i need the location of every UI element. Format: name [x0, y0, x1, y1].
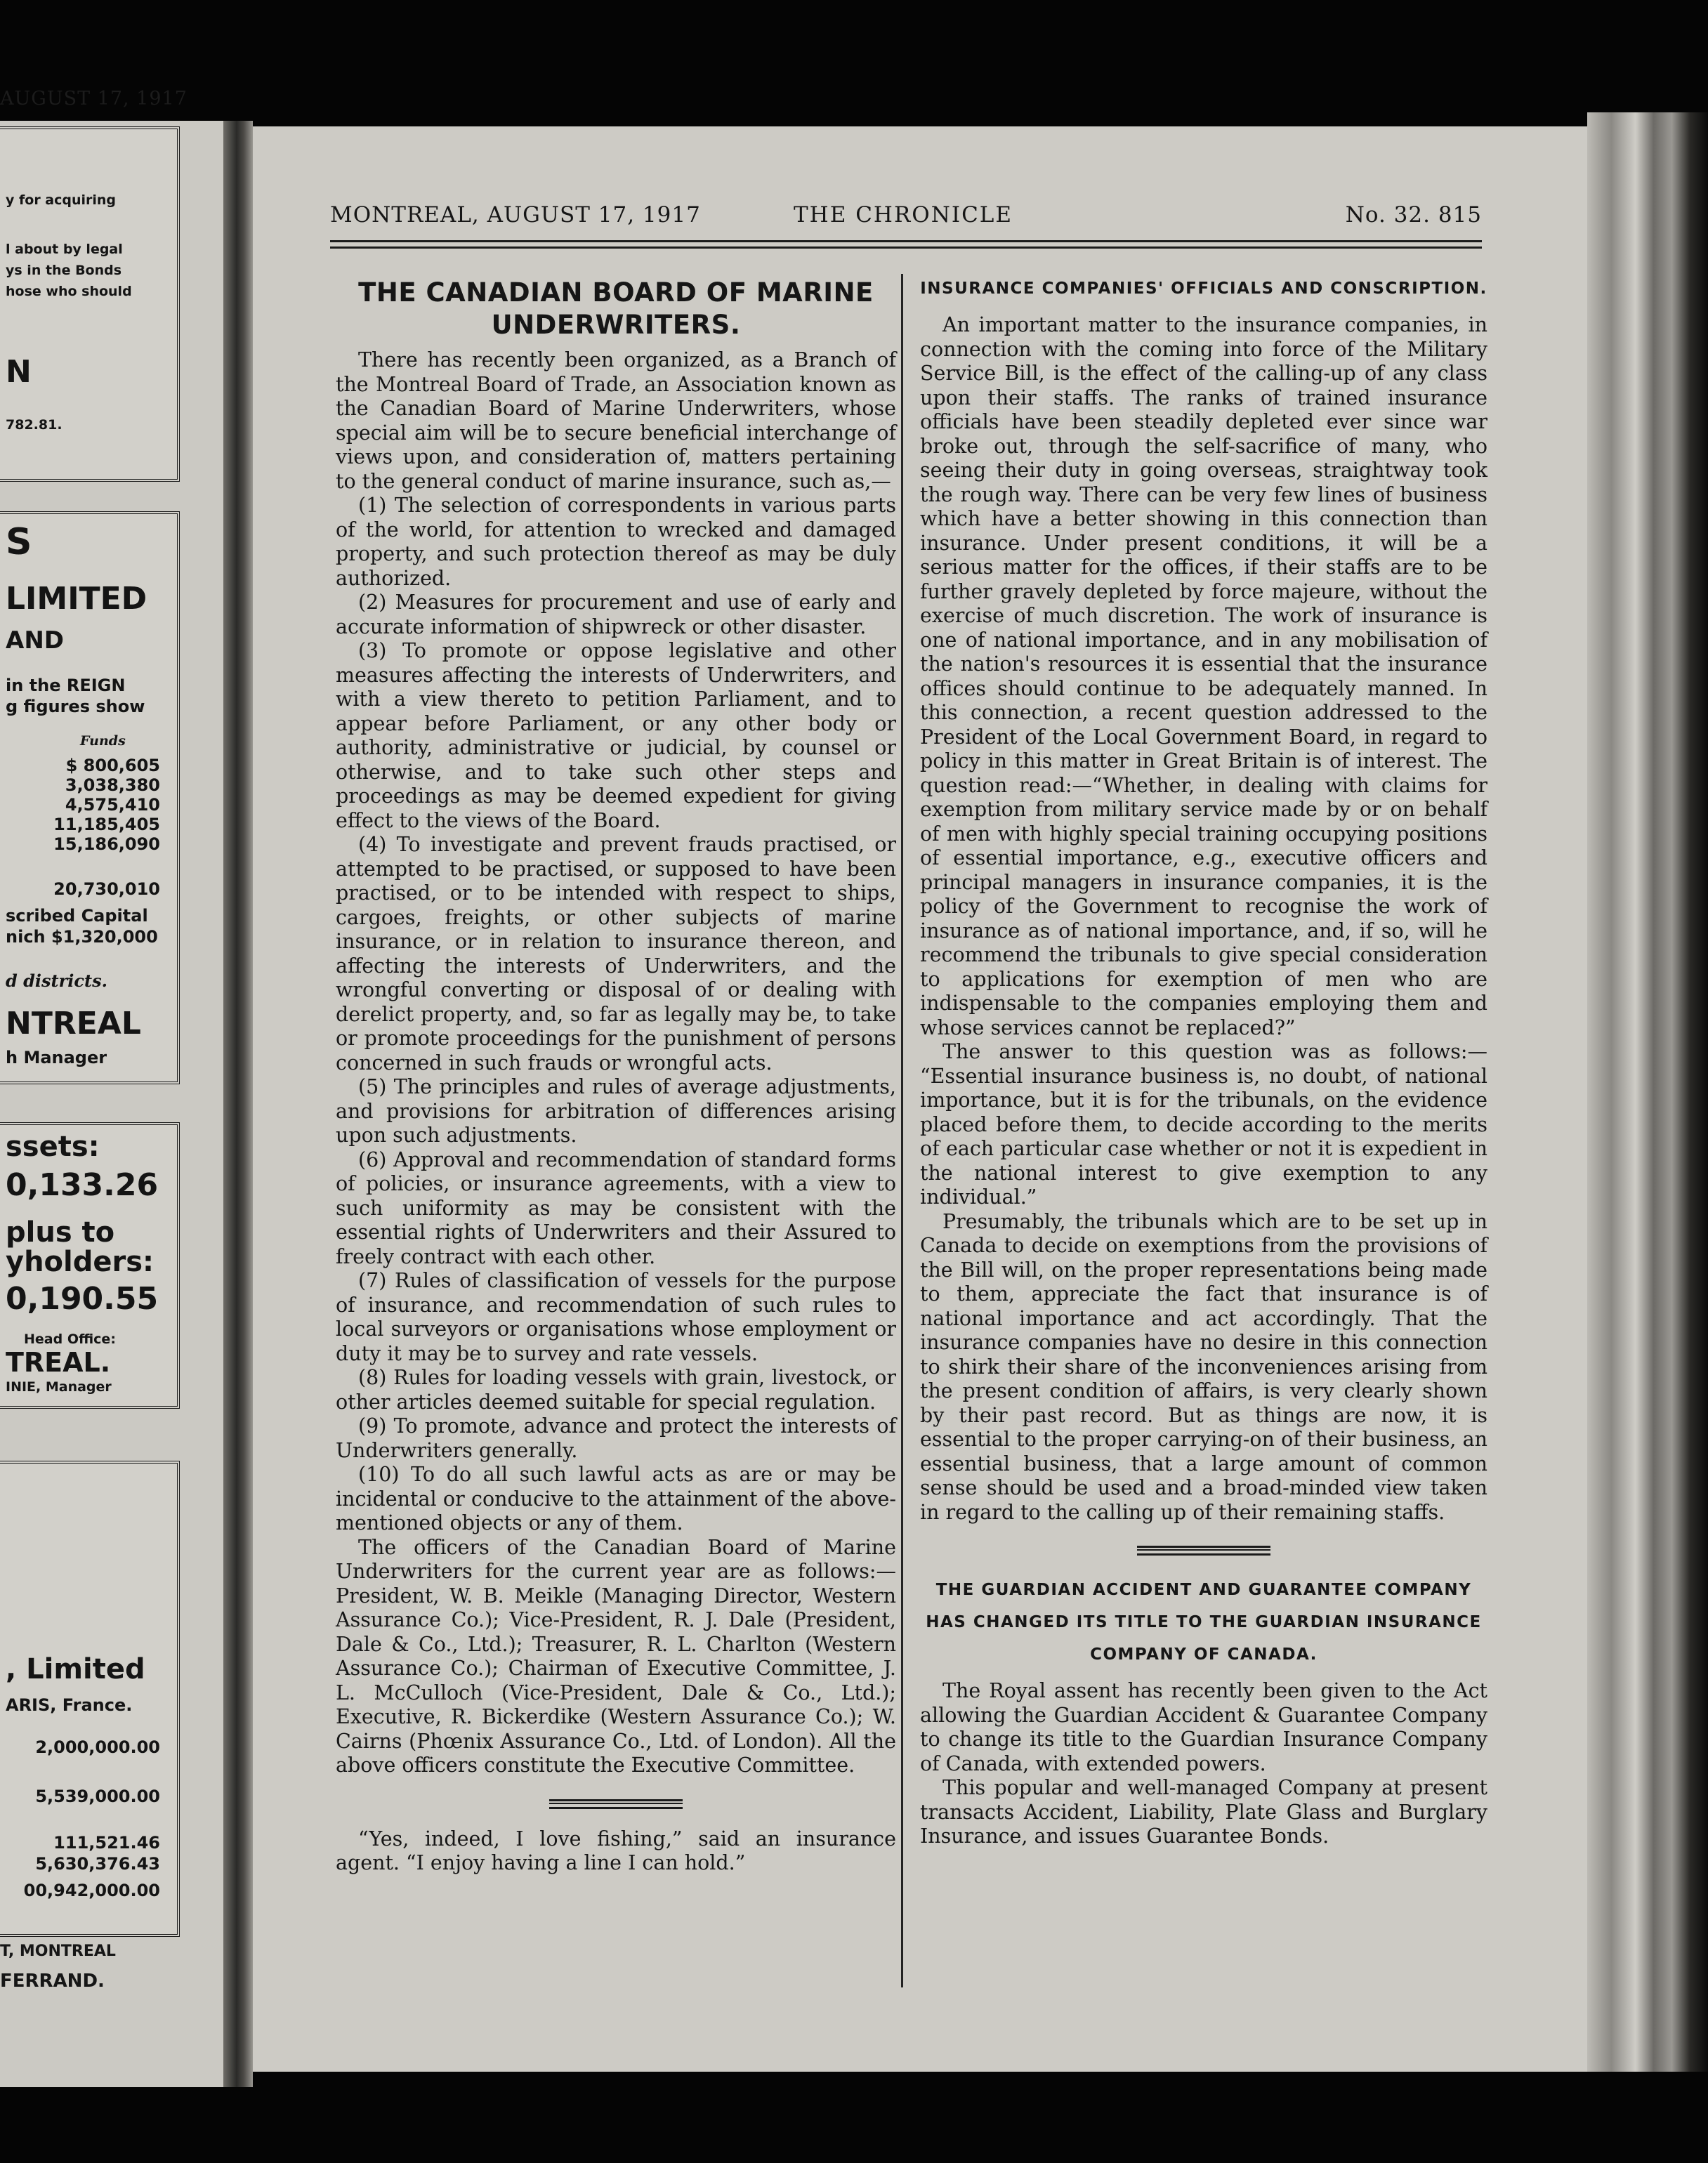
ad-text: INIE, Manager: [6, 1379, 112, 1395]
advertisement-box-2: [0, 511, 180, 1084]
ad-text: FERRAND.: [0, 1971, 105, 1992]
ad-value: 111,521.46: [53, 1833, 160, 1853]
article-title: THE GUARDIAN ACCIDENT AND GUARANTEE COMPANY HAS CHANGED ITS TITLE TO THE GUARDIAN INSURANCE COMPANY OF CANADA.: [926, 1581, 1482, 1664]
paragraph: The answer to this question was as follows:— “Essential insurance business is, no doubt, of national importance, but it is for the tribunals, on the evidence placed before them, to decide according to the merits of each particular case whether or not it is expedient in the national interest to give exemption to any individual.”: [920, 1040, 1487, 1209]
advertisement-box-3: [0, 1122, 180, 1409]
header-rule: [330, 240, 1482, 249]
article-title: INSURANCE COMPANIES' OFFICIALS AND CONSCRIPTION.: [920, 280, 1487, 298]
ad-funds-label: Funds: [80, 733, 126, 749]
ad-text: Head Office:: [24, 1332, 116, 1347]
ad-city: T, MONTREAL: [0, 1942, 116, 1960]
ad-city: TREAL.: [6, 1347, 111, 1378]
ad-text: d districts.: [6, 971, 107, 991]
advertisement-box-1: [0, 126, 180, 482]
ad-amount: 0,133.26: [6, 1167, 159, 1203]
ad-company-name: LIMITED: [6, 581, 147, 617]
header-page-number: No. 32. 815: [1345, 202, 1482, 228]
ad-heading: S: [6, 521, 32, 563]
paragraph: The officers of the Canadian Board of Marine Underwriters for the current year are as follows:— President, W. B. Meikle (Managing Director, Western Assurance Co.); Vice-President, R. J. Dale (President, Dale & Co., Ltd.); Treasurer, R. L. Charlton (Western Assurance Co.); Chairman of Executive Committee, J. L. McCulloch (Vice-President, Dale & Co., Ltd.); Executive, R. Bickerdike (Western Assurance Co.); W. Cairns (Phœnix Assurance Co., Ltd. of London). All the above officers constitute the Executive Committee.: [336, 1535, 896, 1777]
ad-fund-value: 4,575,410: [65, 795, 160, 815]
ad-text: g figures show: [6, 697, 145, 716]
paragraph: Presumably, the tribunals which are to be set up in Canada to decide on exemptions from the provisions of the Bill will, on the proper representations being made to them, appreciate the fact that insurance is of national importance and act accordingly. That the insurance companies have no desire in this connection to shirk their share of the inconveniences arising from the present condition of affairs, is very clearly shown by their past record. But as things are now, it is essential to the proper carrying-on of their business, an essential business, that a large amount of common sense should be used and a broad-minded view taken in regard to the calling up of their remaining staffs.: [920, 1209, 1487, 1524]
ad-text: yholders:: [6, 1246, 155, 1278]
ad-heading: ssets:: [6, 1131, 100, 1163]
paragraph: There has recently been organized, as a Branch of the Montreal Board of Trade, an Association known as the Canadian Board of Marine Underwriters, whose special aim will be to secure beneficial interchange of views upon, and consideration of, matters pertaining to the general conduct of marine insurance, such as,—: [336, 348, 896, 493]
ad-fund-total: 20,730,010: [53, 879, 160, 899]
ad-company-name: , Limited: [6, 1653, 145, 1685]
ad-text: scribed Capital: [6, 906, 148, 926]
ad-line: ys in the Bonds: [6, 263, 122, 278]
ad-value: 00,942,000.00: [23, 1881, 160, 1900]
column-rule: [901, 274, 903, 1987]
paragraph: (2) Measures for procurement and use of early and accurate information of shipwreck or other disaster.: [336, 591, 896, 638]
ad-text: h Manager: [6, 1048, 107, 1067]
paragraph: The Royal assent has recently been given to the Act allowing the Guardian Accident & Guarantee Company to change its title to the Guardian Insurance Company of Canada, with extended powers.: [920, 1679, 1487, 1775]
ad-amount: 0,190.55: [6, 1281, 159, 1317]
paragraph: (1) The selection of correspondents in various parts of the world, for attention to wrecked and damaged property, and such protection thereof as may be duly authorized.: [336, 494, 896, 590]
ad-amount: 782.81.: [6, 417, 63, 433]
paragraph: (8) Rules for loading vessels with grain, livestock, or other articles deemed suitable for special regulation.: [336, 1366, 896, 1414]
header-date: MONTREAL, AUGUST 17, 1917: [330, 202, 701, 228]
previous-page-header: AUGUST 17, 1917: [0, 88, 188, 110]
book-gutter: [223, 121, 253, 2087]
running-header: [330, 202, 1482, 230]
ad-heading: N: [6, 354, 32, 390]
ad-line: y for acquiring: [6, 192, 117, 208]
ad-value: 5,539,000.00: [35, 1787, 160, 1806]
paragraph: (9) To promote, advance and protect the interests of Underwriters generally.: [336, 1414, 896, 1462]
ad-text: plus to: [6, 1216, 115, 1249]
ad-text: in the REIGN: [6, 676, 126, 695]
ad-line: l about by legal: [6, 242, 123, 257]
header-title: THE CHRONICLE: [794, 202, 1013, 228]
ad-text: AND: [6, 626, 64, 655]
joke-paragraph: “Yes, indeed, I love fishing,” said an insurance agent. “I enjoy having a line I can hold.”: [336, 1827, 896, 1874]
advertisement-box-4: [0, 1461, 180, 1937]
paragraph: (5) The principles and rules of average adjustments, and provisions for arbitration of differences arising upon such adjustments.: [336, 1075, 896, 1147]
section-separator: [1137, 1546, 1270, 1556]
left-column: [336, 267, 896, 1876]
paragraph: (3) To promote or oppose legislative and other measures affecting the interests of Underwriters, and with a view thereto to petition Parliament, and to appear before Parliament, or any other body or authority, administrative or judicial, by counsel or otherwise, and to take such other steps and proceedings as may be deemed expedient for giving effect to the views of the Board.: [336, 639, 896, 832]
ad-value: 2,000,000.00: [35, 1737, 160, 1757]
ad-fund-value: $ 800,605: [65, 756, 160, 775]
paragraph: (10) To do all such lawful acts as are or may be incidental or conducive to the attainment of the above-mentioned objects or any of them.: [336, 1463, 896, 1534]
ad-fund-value: 11,185,405: [53, 815, 160, 834]
page-edges: [1587, 112, 1708, 2072]
article-title: THE CANADIAN BOARD OF MARINE UNDERWRITERS.: [358, 277, 874, 340]
right-column: [920, 267, 1487, 1849]
paragraph: This popular and well-managed Company at present transacts Accident, Liability, Plate Glass and Burglary Insurance, and issues Guarantee Bonds.: [920, 1776, 1487, 1848]
ad-text: ARIS, France.: [6, 1695, 133, 1715]
ad-fund-value: 3,038,380: [65, 775, 160, 795]
paragraph: An important matter to the insurance companies, in connection with the coming into force of the Military Service Bill, is the effect of the calling-up of any class upon their staffs. The ranks of trained insurance officials have been steadily depleted ever since war broke out, through the self-sacrifice of many, who seeing their duty in going overseas, straightway took the rough way. There can be very few lines of business which have a better showing in this connection than insurance. Under present conditions, it will be a serious matter for the offices, if their staffs are to be further gravely depleted by force majeure, without the exercise of much discretion. The work of insurance is one of national importance, and in any mobilisation of the nation's resources it is essential that the insurance offices should continue to be adequately manned. In this connection, a recent question addressed to the President of the Local Government Board, in regard to policy in this matter in Great Britain is of interest. The question read:—“Whether, in dealing with claims for exemption from military service made by or on behalf of men with highly special training occupying positions of essential importance, e.g., executive officers and principal managers in insurance companies, it is the policy of the Government to recognise the work of insurance as of national importance, and, if so, will he recommend the tribunals to give special consideration to applications for exemption of men who are indispensable to the companies employing them and whose services cannot be replaced?”: [920, 313, 1487, 1039]
ad-city: NTREAL: [6, 1006, 141, 1041]
ad-line: hose who should: [6, 284, 132, 299]
section-separator: [549, 1799, 683, 1809]
ad-text: nich $1,320,000: [6, 927, 158, 947]
ad-fund-value: 15,186,090: [53, 834, 160, 854]
paragraph: (4) To investigate and prevent frauds practised, or attempted to be practised, or supposed to have been practised, or to be intended with respect to ships, cargoes, freights, or other subjects of marine insurance, or in relation to insurance thereon, and affecting the interests of Underwriters, and the wrongful converting or disposal of or dealing with derelict property, and, so far as legally may be, to take or promote proceedings for the punishment of persons concerned in such frauds or wrongful acts.: [336, 833, 896, 1074]
paragraph: (6) Approval and recommendation of standard forms of policies, or insurance agreements, with a view to such uniformity as may be consistent with the essential rights of Underwriters and their Assured to freely contract with each other.: [336, 1148, 896, 1268]
ad-value: 5,630,376.43: [35, 1854, 160, 1874]
paragraph: (7) Rules of classification of vessels for the purpose of insurance, and recommendation of such rules to local surveyors or organisations whose employment or duty it may be to survey and rate vessels.: [336, 1269, 896, 1365]
